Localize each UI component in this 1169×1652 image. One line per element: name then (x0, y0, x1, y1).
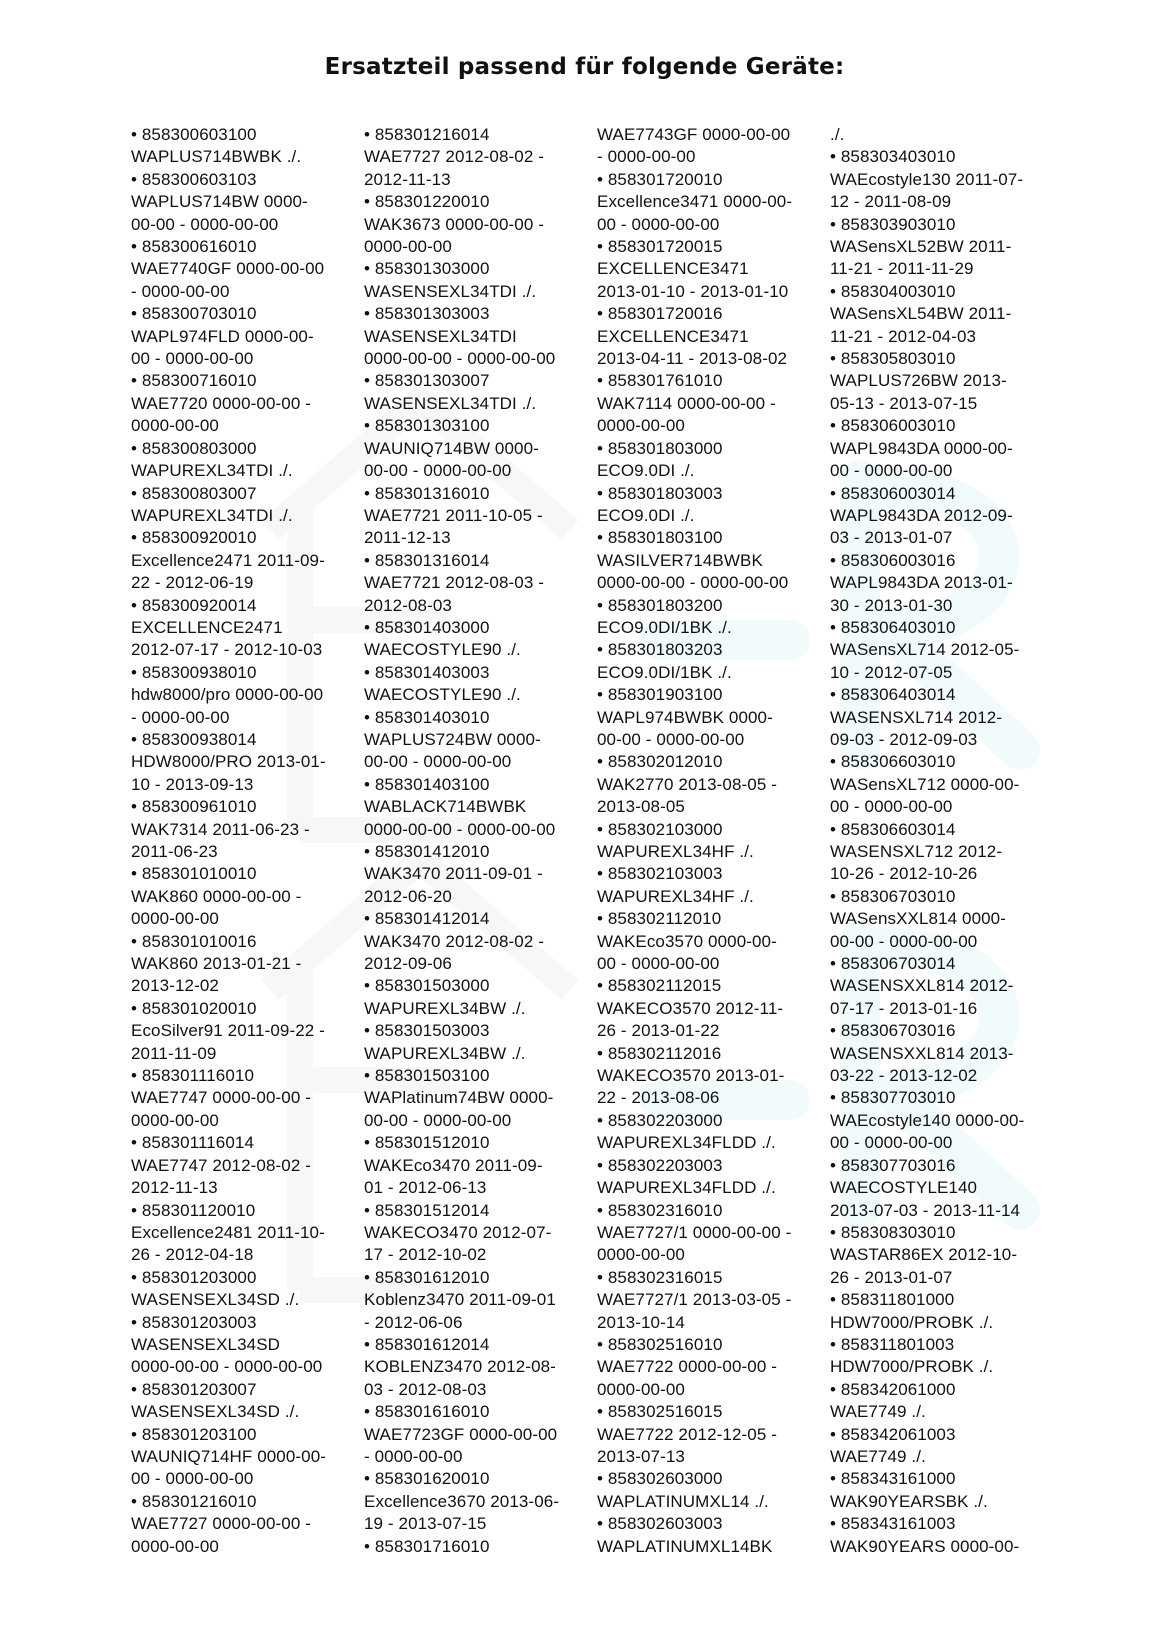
part-entry-line: • 858311801003 (830, 1334, 955, 1354)
part-entry-line: Excellence3670 2013-06- (364, 1491, 560, 1511)
part-entry-line: 01 - 2012-06-13 (364, 1178, 487, 1198)
part-entry-line: WAUNIQ714BW 0000- (364, 438, 539, 458)
part-entry-line: • 858301216010 (131, 1491, 257, 1511)
part-entry-line: 2012-09-06 (364, 954, 452, 974)
part-entry-line: • 858306703010 (830, 886, 956, 906)
part-entry-line: WAPUREXL34BW ./. (364, 998, 526, 1018)
part-entry-line: WASensXL52BW 2011- (830, 237, 1012, 257)
part-entry-line: WAK90YEARS 0000-00- (830, 1536, 1020, 1556)
part-entry-line: 00-00 - 0000-00-00 (364, 461, 512, 481)
part-entry-line: WASENSXXL814 2013- (830, 1043, 1014, 1063)
part-entry-line: WAK7314 2011-06-23 - (131, 819, 310, 839)
part-entry-line: • 858301503003 (364, 1021, 490, 1041)
column-2 (364, 124, 580, 1558)
part-entry-line: WAKECO3570 2013-01- (597, 1066, 785, 1086)
part-entry-line: WAPLUS724BW 0000- (364, 729, 541, 749)
part-entry-line: HDW8000/PRO 2013-01- (131, 752, 326, 772)
part-entry-line: WAE7727/1 0000-00-00 - (597, 1222, 792, 1242)
part-entry-line: • 858302316010 (597, 1200, 723, 1220)
part-entry-line: • 858300703010 (131, 304, 257, 324)
part-entry-line: 2012-08-03 (364, 595, 452, 615)
part-entry-line: WAK3470 2011-09-01 - (364, 864, 543, 884)
part-entry-line: • 858301503000 (364, 976, 490, 996)
part-entry-line: 26 - 2012-04-18 (131, 1245, 254, 1265)
part-entry-line: • 858311801000 (830, 1290, 955, 1310)
part-entry-line: WAE7722 2012-12-05 - (597, 1424, 777, 1444)
part-entry-line: WAPL9843DA 2013-01- (830, 573, 1013, 593)
part-entry-line: WASensXXL814 0000- (830, 909, 1007, 929)
part-entry-line: • 858300616010 (131, 237, 257, 257)
part-entry-line: • 858301303100 (364, 416, 490, 436)
part-entry-line: 2012-07-17 - 2012-10-03 (131, 640, 323, 660)
part-entry-line: 12 - 2011-08-09 (830, 192, 952, 212)
part-entry-line: 11-21 - 2011-11-29 (830, 259, 974, 279)
part-entry-line: • 858302112010 (597, 909, 722, 929)
part-entry-line: hdw8000/pro 0000-00-00 (131, 685, 324, 705)
part-entry-line: WASENSXXL814 2012- (830, 976, 1014, 996)
part-entry-line: • 858306403014 (830, 685, 956, 705)
part-entry-line: WAK860 0000-00-00 - (131, 886, 302, 906)
part-entry-line: WASENSXL714 2012- (830, 707, 1003, 727)
part-entry-line: 00 - 0000-00-00 (597, 954, 720, 974)
part-entry-line: 10-26 - 2012-10-26 (830, 864, 978, 884)
part-entry-line: • 858301412010 (364, 842, 490, 861)
part-entry-line: WAE7743GF 0000-00-00 (597, 125, 791, 144)
part-entry-line: • 858302603000 (597, 1469, 723, 1489)
part-entry-line: WASENSXL712 2012- (830, 842, 1003, 861)
part-entry-line: • 858301720010 (597, 169, 723, 189)
part-entry-line: ECO9.0DI/1BK ./. (597, 662, 732, 682)
part-entry-line: 10 - 2013-09-13 (131, 774, 254, 794)
part-entry-line: • 858302112016 (597, 1043, 722, 1063)
part-entry-line: 2012-06-20 (364, 886, 452, 906)
part-entry-line: EXCELLENCE2471 (131, 617, 283, 637)
part-entry-line: • 858301612010 (364, 1267, 490, 1287)
part-entry-line: WAK3673 0000-00-00 - (364, 214, 544, 234)
part-entry-line: WAPL9843DA 0000-00- (830, 438, 1013, 458)
part-entry-line: WAPUREXL34HF ./. (597, 886, 754, 906)
part-entry-line: 0000-00-00 (131, 1110, 219, 1130)
part-entry-line: 00 - 0000-00-00 (830, 1133, 953, 1153)
part-entry-line: 2013-08-05 (597, 797, 685, 817)
part-entry-line: 22 - 2013-08-06 (597, 1088, 720, 1108)
part-entry-line: WAE7722 0000-00-00 - (597, 1357, 777, 1377)
part-entry-line: 26 - 2013-01-22 (597, 1021, 720, 1041)
part-entry-line: • 858301303003 (364, 304, 490, 324)
part-entry-line: • 858302603003 (597, 1514, 723, 1534)
part-entry-line: • 858302516010 (597, 1334, 723, 1354)
part-entry-line: • 858301203007 (131, 1379, 257, 1399)
part-entry-line: WAEcostyle130 2011-07- (830, 169, 1024, 189)
part-entry-line: ./. (830, 125, 845, 144)
part-entry-line: WAK7114 0000-00-00 - (597, 393, 776, 413)
part-entry-line: • 858301403100 (364, 774, 490, 794)
part-entry-line: 10 - 2012-07-05 (830, 662, 953, 682)
part-entry-line: • 858302203000 (597, 1110, 723, 1130)
part-entry-line: • 858301803100 (597, 528, 723, 548)
part-entry-line: • 858300603100 (131, 125, 257, 144)
part-entry-line: • 858308303010 (830, 1222, 956, 1242)
part-entry-line: • 858301803203 (597, 640, 723, 660)
part-entry-line: WAPLUS726BW 2013- (830, 371, 1007, 391)
part-entry-line: • 858301903100 (597, 685, 723, 705)
part-entry-line: • 858300803007 (131, 483, 257, 503)
part-entry-line: • 858301412014 (364, 909, 490, 929)
part-entry-line: • 858300938010 (131, 662, 257, 682)
part-entry-line: 17 - 2012-10-02 (364, 1245, 487, 1265)
part-entry-line: 03-22 - 2013-12-02 (830, 1066, 978, 1086)
part-entry-line: WAE7740GF 0000-00-00 (131, 259, 325, 279)
part-entry-line: Excellence2481 2011-10- (131, 1222, 325, 1242)
part-entry-line: WASENSEXL34SD ./. (131, 1402, 300, 1422)
part-entry-line: WAE7727 2012-08-02 - (364, 147, 544, 167)
part-entry-line: • 858301116010 (131, 1066, 255, 1086)
part-entry-line: • 858301761010 (597, 371, 723, 391)
part-entry-line: WAPUREXL34FLDD ./. (597, 1178, 776, 1198)
part-entry-line: WAPLUS714BW 0000- (131, 192, 308, 212)
part-entry-line: 2011-06-23 (131, 842, 218, 861)
part-entry-line: 03 - 2013-01-07 (830, 528, 953, 548)
part-entry-line: • 858302516015 (597, 1402, 723, 1422)
part-entry-line: 00 - 0000-00-00 (830, 461, 953, 481)
part-entry-line: EXCELLENCE3471 (597, 259, 749, 279)
part-entry-line: ECO9.0DI/1BK ./. (597, 617, 732, 637)
part-entry-line: WAPUREXL34TDI ./. (131, 461, 293, 481)
part-entry-line: 09-03 - 2012-09-03 (830, 729, 978, 749)
part-entry-line: Koblenz3470 2011-09-01 (364, 1290, 556, 1310)
page-title: Ersatzteil passend für folgende Geräte: (324, 54, 845, 80)
part-entry-line: HDW7000/PROBK ./. (830, 1357, 994, 1377)
part-entry-line: 2011-11-09 (131, 1043, 217, 1063)
part-entry-line: WAE7721 2011-10-05 - (364, 505, 543, 525)
part-entry-line: Excellence3471 0000-00- (597, 192, 793, 212)
part-entry-line: WAPLATINUMXL14BK (597, 1536, 773, 1556)
part-entry-line: 05-13 - 2013-07-15 (830, 393, 978, 413)
part-entry-line: • 858301316014 (364, 550, 490, 570)
part-entry-line: • 858301616010 (364, 1402, 490, 1422)
part-entry-line: WAE7749 ./. (830, 1402, 926, 1422)
part-entry-line: • 858301720016 (597, 304, 723, 324)
part-entry-line: • 858301716010 (364, 1536, 490, 1556)
column-3 (597, 124, 813, 1558)
part-entry-line: • 858301010016 (131, 931, 257, 951)
part-entry-line: 0000-00-00 (131, 1536, 219, 1556)
part-entry-line: WAECOSTYLE90 ./. (364, 640, 521, 660)
part-entry-line: 00 - 0000-00-00 (597, 214, 720, 234)
part-entry-line: 2013-04-11 - 2013-08-02 (597, 349, 788, 369)
part-entry-line: 0000-00-00 (131, 909, 219, 929)
part-entry-line: 2013-10-14 (597, 1312, 685, 1332)
part-entry-line: • 858302103000 (597, 819, 723, 839)
part-entry-line: • 858301203000 (131, 1267, 257, 1287)
part-entry-line: • 858301803000 (597, 438, 723, 458)
part-entry-line: • 858301220010 (364, 192, 490, 212)
part-entry-line: • 858301303007 (364, 371, 490, 391)
part-entry-line: WAPLUS714BWBK ./. (131, 147, 302, 167)
part-entry-line: WAKEco3570 0000-00- (597, 931, 777, 951)
part-entry-line: 0000-00-00 - 0000-00-00 (597, 573, 789, 593)
part-entry-line: • 858306403010 (830, 617, 956, 637)
column-1 (131, 124, 347, 1558)
part-entry-line: • 858301512014 (364, 1200, 490, 1220)
part-entry-line: • 858306703016 (830, 1021, 956, 1041)
part-entry-line: • 858301803200 (597, 595, 723, 615)
part-entry-line: 2012-11-13 (131, 1178, 218, 1198)
part-entry-line: - 0000-00-00 (131, 281, 230, 301)
part-entry-line: WAPUREXL34FLDD ./. (597, 1133, 776, 1153)
part-entry-line: 00-00 - 0000-00-00 (364, 752, 512, 772)
part-entry-line: • 858306003014 (830, 483, 956, 503)
part-entry-line: • 858301403003 (364, 662, 490, 682)
part-entry-line: • 858306003010 (830, 416, 956, 436)
part-entry-line: WAECOSTYLE90 ./. (364, 685, 521, 705)
part-entry-line: WAK3470 2012-08-02 - (364, 931, 544, 951)
part-entry-line: • 858300603103 (131, 169, 257, 189)
part-entry-line: 2013-01-10 - 2013-01-10 (597, 281, 789, 301)
part-entry-line: WASENSEXL34TDI (364, 326, 517, 346)
part-entry-line: • 858302203003 (597, 1155, 723, 1175)
part-entry-line: • 858300920014 (131, 595, 257, 615)
column-4 (830, 124, 1046, 1558)
part-entry-line: WAE7720 0000-00-00 - (131, 393, 311, 413)
part-entry-line: - 0000-00-00 (131, 707, 230, 727)
part-entry-line: WAK860 2013-01-21 - (131, 954, 302, 974)
part-entry-line: WASensXL54BW 2011- (830, 304, 1012, 324)
part-entry-line: WAPUREXL34BW ./. (364, 1043, 526, 1063)
part-entry-line: • 858301116014 (131, 1133, 255, 1153)
part-entry-line: EcoSilver91 2011-09-22 - (131, 1021, 325, 1041)
part-entry-line: • 858306703014 (830, 954, 956, 974)
part-entry-line: 2013-12-02 (131, 976, 219, 996)
part-entry-line: 00-00 - 0000-00-00 (830, 931, 978, 951)
part-entry-line: • 858304003010 (830, 281, 956, 301)
part-entry-line: 00 - 0000-00-00 (830, 797, 953, 817)
part-entry-line: • 858301303000 (364, 259, 490, 279)
part-entry-line: • 858301503100 (364, 1066, 490, 1086)
part-entry-line: 0000-00-00 (364, 237, 452, 257)
part-entry-line: 2012-11-13 (364, 169, 451, 189)
part-entry-line: WAE7749 ./. (830, 1446, 926, 1466)
part-entry-line: 00-00 - 0000-00-00 (131, 214, 279, 234)
part-entry-line: WAPL974FLD 0000-00- (131, 326, 314, 346)
part-entry-line: • 858342061000 (830, 1379, 956, 1399)
part-entry-line: • 858301203100 (131, 1424, 257, 1444)
part-entry-line: WAKECO3570 2012-11- (597, 998, 784, 1018)
part-entry-line: 07-17 - 2013-01-16 (830, 998, 978, 1018)
part-entry-line: • 858305803010 (830, 349, 956, 369)
part-entry-line: 0000-00-00 - 0000-00-00 (131, 1357, 323, 1377)
part-entry-line: 2011-12-13 (364, 528, 451, 548)
part-entry-line: • 858301403010 (364, 707, 490, 727)
part-entry-line: • 858301512010 (364, 1133, 490, 1153)
part-entry-line: 00-00 - 0000-00-00 (364, 1110, 512, 1130)
part-entry-line: • 858343161000 (830, 1469, 956, 1489)
part-entry-line: WASensXL712 0000-00- (830, 774, 1020, 794)
part-entry-line: WASILVER714BWBK (597, 550, 763, 570)
part-entry-line: WAE7747 0000-00-00 - (131, 1088, 311, 1108)
part-entry-line: • 858301203003 (131, 1312, 257, 1332)
part-entry-line: WAPUREXL34TDI ./. (131, 505, 293, 525)
part-entry-line: EXCELLENCE3471 (597, 326, 749, 346)
part-entry-line: WAKEco3470 2011-09- (364, 1155, 543, 1175)
part-entry-line: 11-21 - 2012-04-03 (830, 326, 977, 346)
part-entry-line: • 858301216014 (364, 125, 490, 144)
part-entry-line: • 858301120010 (131, 1200, 256, 1220)
part-entry-line: Excellence2471 2011-09- (131, 550, 325, 570)
part-entry-line: WAKECO3470 2012-07- (364, 1222, 552, 1242)
part-entry-line: 00-00 - 0000-00-00 (597, 729, 745, 749)
part-entry-line: • 858300716010 (131, 371, 257, 391)
part-entry-line: WAE7727/1 2013-03-05 - (597, 1290, 792, 1310)
part-entry-line: WAK2770 2013-08-05 - (597, 774, 777, 794)
part-entry-line: 0000-00-00 - 0000-00-00 (364, 349, 556, 369)
part-entry-line: • 858300920010 (131, 528, 257, 548)
part-entry-line: • 858302316015 (597, 1267, 723, 1287)
part-entry-line: • 858342061003 (830, 1424, 956, 1444)
part-entry-line: WASensXL714 2012-05- (830, 640, 1020, 660)
part-entry-line: • 858303403010 (830, 147, 956, 167)
part-entry-line: HDW7000/PROBK ./. (830, 1312, 994, 1332)
part-entry-line: WAUNIQ714HF 0000-00- (131, 1446, 327, 1466)
part-entry-line: WASENSEXL34SD (131, 1334, 281, 1354)
part-entry-line: • 858301720015 (597, 237, 723, 257)
part-entry-line: WAECOSTYLE140 (830, 1178, 978, 1198)
part-entry-line: 0000-00-00 - 0000-00-00 (364, 819, 556, 839)
part-entry-line: WAK90YEARSBK ./. (830, 1491, 988, 1511)
part-entry-line: WASENSEXL34SD ./. (131, 1290, 300, 1310)
part-entry-line: 03 - 2012-08-03 (364, 1379, 487, 1399)
part-entry-line: • 858301403000 (364, 617, 490, 637)
part-entry-line: KOBLENZ3470 2012-08- (364, 1357, 556, 1377)
part-entry-line: WASENSEXL34TDI ./. (364, 281, 537, 301)
part-entry-line: • 858306603010 (830, 752, 956, 772)
part-entry-line: • 858301803003 (597, 483, 723, 503)
part-entry-line: WABLACK714BWBK (364, 797, 527, 817)
part-entry-line: 0000-00-00 (131, 416, 219, 436)
part-entry-line: 0000-00-00 (597, 1245, 685, 1265)
part-entry-line: • 858307703016 (830, 1155, 956, 1175)
part-entry-line: • 858300961010 (131, 797, 257, 817)
part-entry-line: • 858302012010 (597, 752, 723, 772)
part-entry-line: WAPL9843DA 2012-09- (830, 505, 1013, 525)
part-entry-line: • 858302103003 (597, 864, 723, 884)
part-entry-line: WASENSEXL34TDI ./. (364, 393, 537, 413)
part-entry-line: • 858343161003 (830, 1514, 956, 1534)
part-entry-line: 00 - 0000-00-00 (131, 349, 254, 369)
part-entry-line: 30 - 2013-01-30 (830, 595, 953, 615)
part-entry-line: WAEcostyle140 0000-00- (830, 1110, 1025, 1130)
part-entry-line: ECO9.0DI ./. (597, 461, 695, 481)
part-entry-line: WASTAR86EX 2012-10- (830, 1245, 1018, 1265)
part-entry-line: - 2012-06-06 (364, 1312, 463, 1332)
part-entry-line: 22 - 2012-06-19 (131, 573, 254, 593)
part-entry-line: • 858301010010 (131, 864, 257, 884)
part-entry-line: WAPlatinum74BW 0000- (364, 1088, 554, 1108)
part-entry-line: • 858301620010 (364, 1469, 490, 1489)
part-entry-line: WAE7721 2012-08-03 - (364, 573, 544, 593)
part-entry-line: 0000-00-00 (597, 416, 685, 436)
part-entry-line: WAE7747 2012-08-02 - (131, 1155, 311, 1175)
part-entry-line: WAPL974BWBK 0000- (597, 707, 773, 727)
part-entry-line: WAPLATINUMXL14 ./. (597, 1491, 769, 1511)
part-entry-line: - 0000-00-00 (364, 1446, 463, 1466)
part-entry-line: ECO9.0DI ./. (597, 505, 695, 525)
part-entry-line: • 858307703010 (830, 1088, 956, 1108)
part-entry-line: WAPUREXL34HF ./. (597, 842, 754, 861)
part-entry-line: • 858303903010 (830, 214, 956, 234)
part-entry-line: - 0000-00-00 (597, 147, 696, 167)
part-entry-line: • 858302112015 (597, 976, 722, 996)
part-entry-line: • 858306003016 (830, 550, 956, 570)
part-entry-line: • 858301612014 (364, 1334, 490, 1354)
part-entry-line: • 858306603014 (830, 819, 956, 839)
part-entry-line: 26 - 2013-01-07 (830, 1267, 953, 1287)
part-entry-line: WAE7727 0000-00-00 - (131, 1514, 311, 1534)
part-entry-line: • 858300938014 (131, 729, 257, 749)
part-entry-line: 00 - 0000-00-00 (131, 1469, 254, 1489)
part-entry-line: 19 - 2013-07-15 (364, 1514, 487, 1534)
part-entry-line: 0000-00-00 (597, 1379, 685, 1399)
part-entry-line: 2013-07-03 - 2013-11-14 (830, 1200, 1021, 1220)
part-entry-line: • 858301020010 (131, 998, 257, 1018)
part-entry-line: WAE7723GF 0000-00-00 (364, 1424, 558, 1444)
part-entry-line: • 858301316010 (364, 483, 490, 503)
part-entry-line: 2013-07-13 (597, 1446, 685, 1466)
part-entry-line: • 858300803000 (131, 438, 257, 458)
